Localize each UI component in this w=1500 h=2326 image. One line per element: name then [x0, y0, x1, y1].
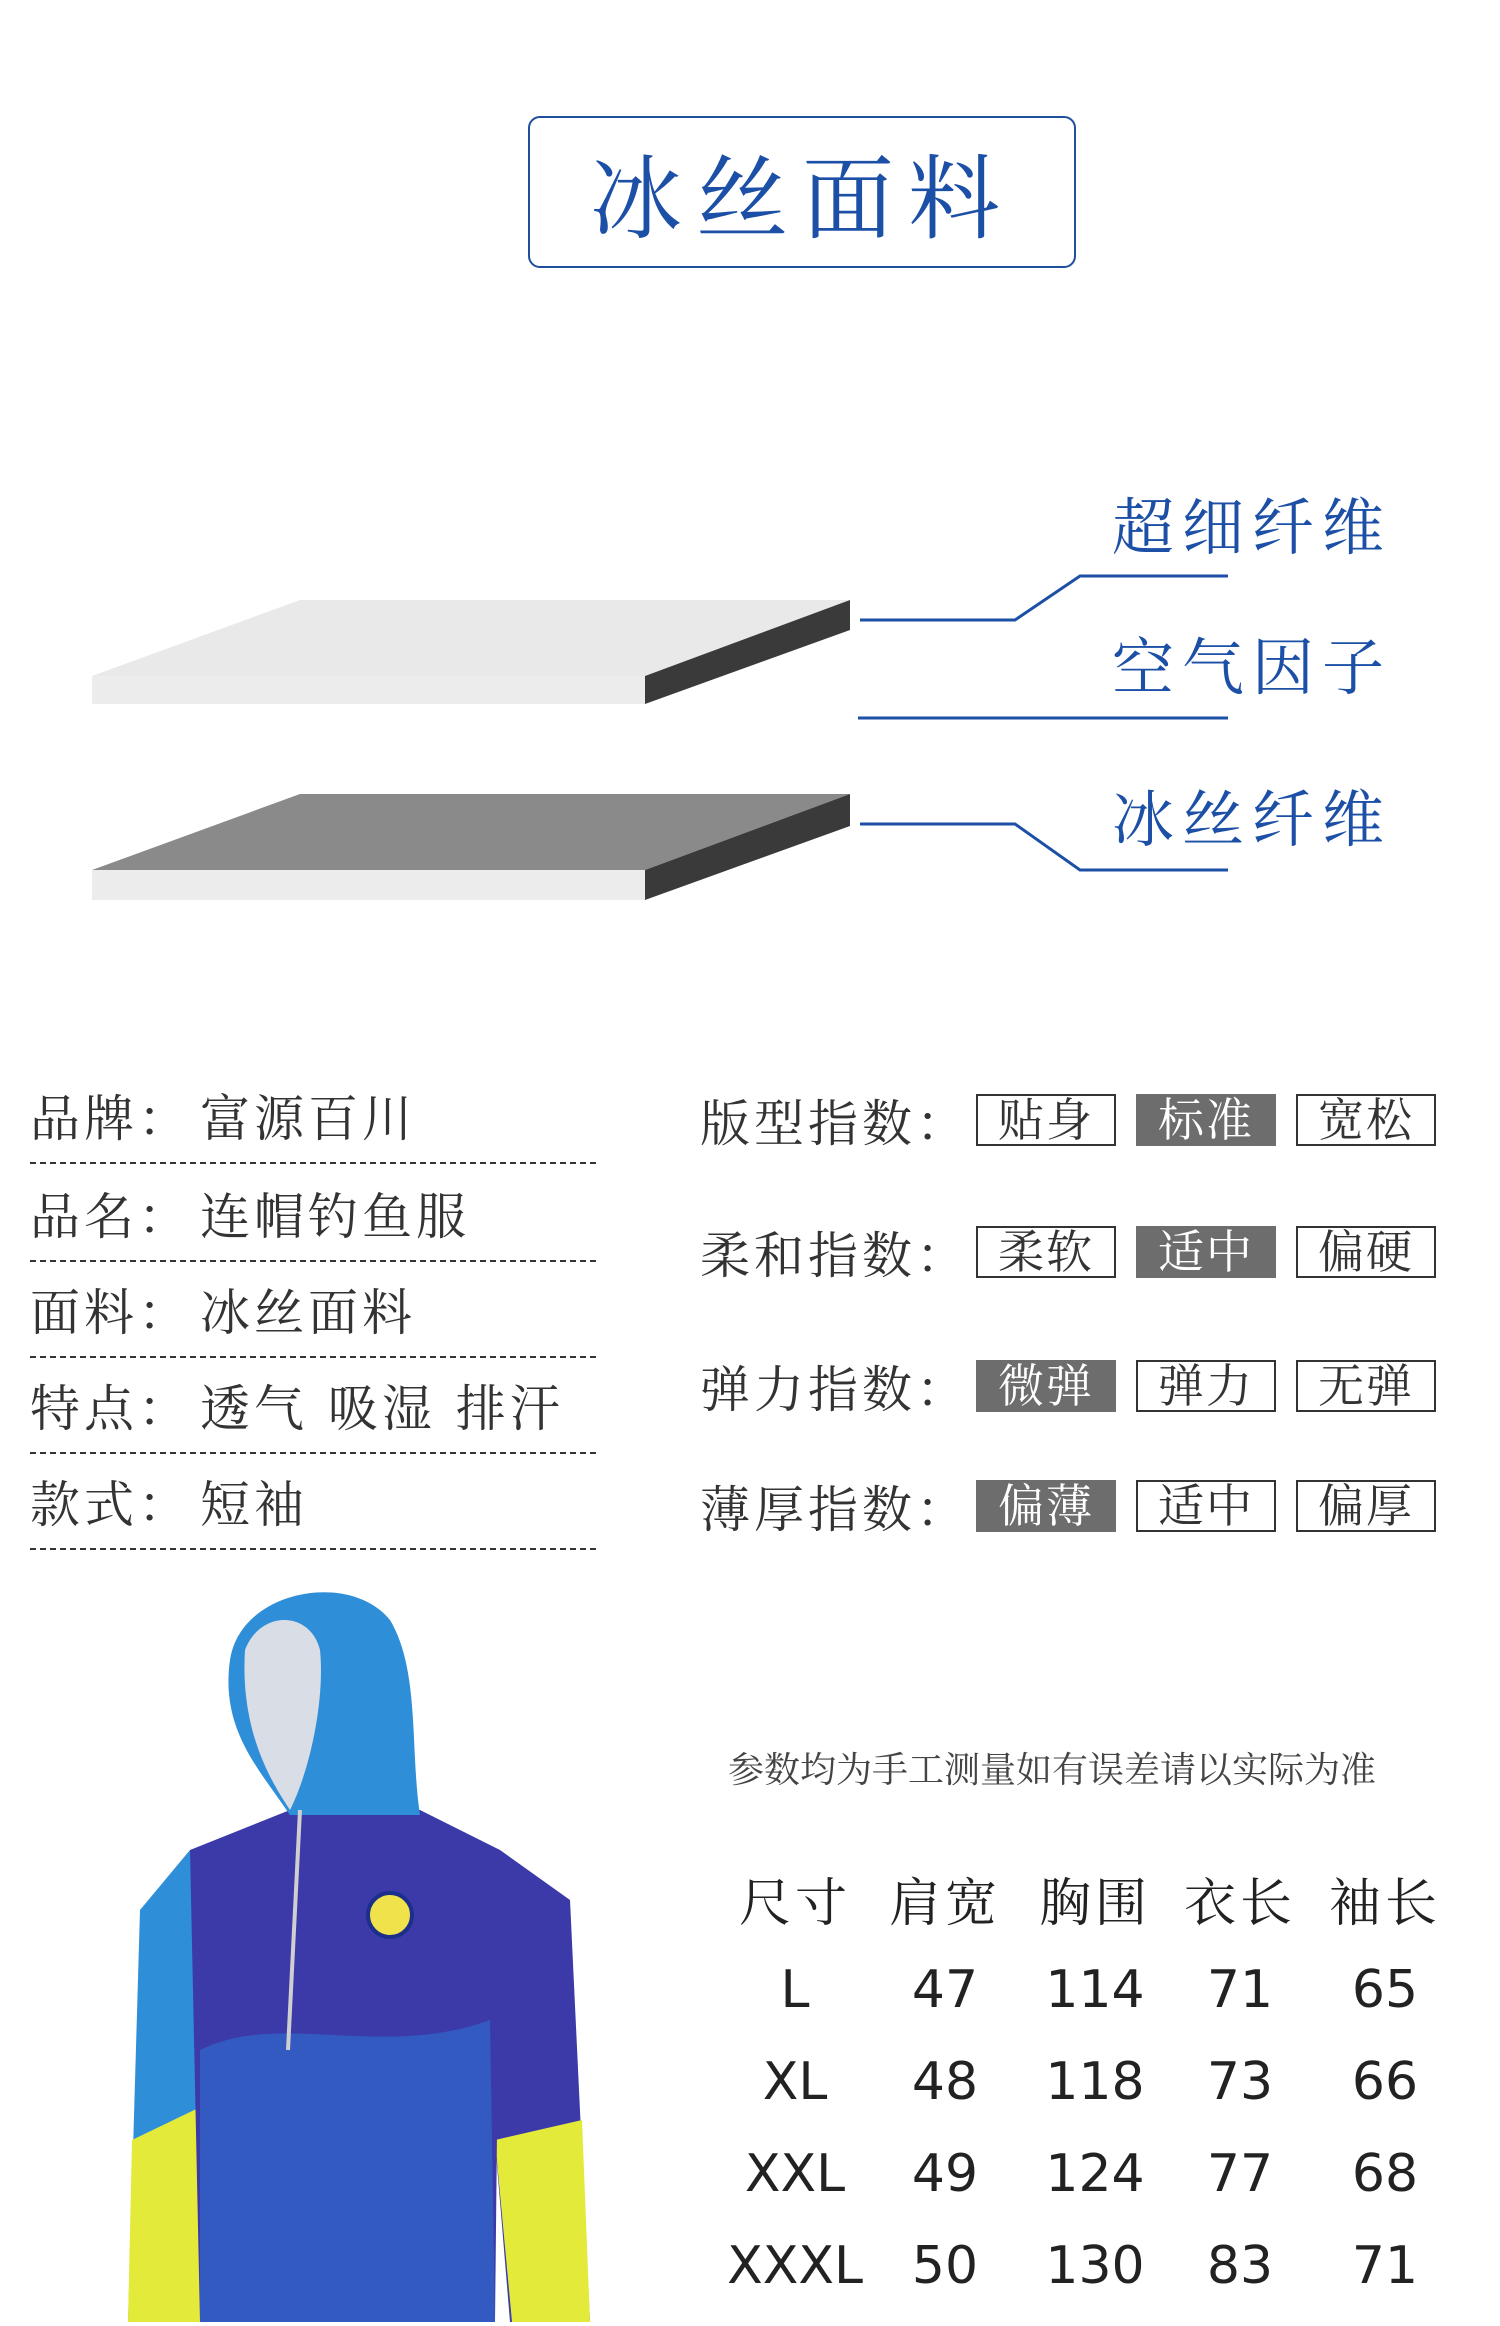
index-row-fit: [700, 1090, 1460, 1153]
size-header-cell: 尺寸: [738, 1873, 851, 1934]
size-header-cell: 袖长: [1328, 1873, 1441, 1934]
index-label: 柔和指数：: [700, 1227, 970, 1285]
size-cell: 68: [1351, 2144, 1419, 2204]
index-row-softness: [700, 1222, 1460, 1285]
info-value: 连帽钓鱼服: [200, 1188, 470, 1246]
size-cell: 73: [1206, 2052, 1274, 2112]
size-table: [720, 1852, 1460, 2312]
right-sleeve-yellow: [495, 2120, 590, 2322]
info-value: 冰丝面料: [200, 1284, 416, 1342]
chest-badge: [368, 1893, 412, 1937]
index-option: 贴身: [976, 1094, 1116, 1146]
index-option: 适中: [1136, 1480, 1276, 1532]
size-cell: 49: [911, 2144, 979, 2204]
size-cell: 71: [1206, 1960, 1274, 2020]
index-option: 柔软: [976, 1226, 1116, 1278]
index-label: 弹力指数：: [700, 1361, 970, 1419]
info-row-features: [30, 1358, 596, 1454]
leader-line-1: [860, 576, 1228, 620]
info-key: 特点：: [30, 1380, 192, 1438]
size-cell: 65: [1351, 1960, 1419, 2020]
index-option: 偏薄: [976, 1480, 1116, 1532]
info-value: 短袖: [200, 1476, 308, 1534]
layer-label-air-factor: 空气因子: [1112, 631, 1393, 704]
size-cell: 83: [1206, 2236, 1274, 2296]
info-key: 款式：: [30, 1476, 192, 1534]
size-cell: 48: [911, 2052, 979, 2112]
index-row-elasticity: [700, 1356, 1460, 1419]
info-key: 品名：: [30, 1188, 192, 1246]
size-cell: 130: [1045, 2236, 1145, 2296]
title-box: [528, 116, 1076, 268]
size-cell: L: [780, 1960, 810, 2020]
index-option: 适中: [1136, 1226, 1276, 1278]
size-cell: 71: [1351, 2236, 1419, 2296]
index-option: 弹力: [1136, 1360, 1276, 1412]
table-row: [720, 1944, 1460, 2036]
index-option: 微弹: [976, 1360, 1116, 1412]
layer-label-microfiber: 超细纤维: [1112, 491, 1393, 564]
product-photo-hoodie: [120, 1580, 600, 2322]
info-key: 面料：: [30, 1284, 192, 1342]
size-header-cell: 胸围: [1038, 1873, 1151, 1934]
size-cell: XL: [762, 2052, 828, 2112]
info-row-fabric: [30, 1262, 596, 1358]
fabric-layer-diagram: [0, 440, 1500, 960]
top-slab-front: [92, 676, 645, 704]
info-row-product-name: [30, 1166, 596, 1262]
table-row: [720, 2220, 1460, 2312]
size-cell: 47: [911, 1960, 979, 2020]
size-cell: 66: [1351, 2052, 1419, 2112]
body-blue-panel: [200, 2020, 495, 2322]
hoodie-illustration: [120, 1580, 600, 2322]
index-option: 偏厚: [1296, 1480, 1436, 1532]
page-title: 冰丝面料: [589, 146, 1014, 253]
index-label: 薄厚指数：: [700, 1481, 970, 1539]
bottom-slab-front: [92, 870, 645, 900]
size-cell: 50: [911, 2236, 979, 2296]
table-row: [720, 2128, 1460, 2220]
size-table-header: [720, 1852, 1460, 1944]
size-note: 参数均为手工测量如有误差请以实际为准: [728, 1750, 1377, 1791]
info-value: 透气 吸湿 排汗: [200, 1380, 564, 1438]
index-option: 标准: [1136, 1094, 1276, 1146]
size-header-cell: 衣长: [1183, 1873, 1296, 1934]
index-option: 偏硬: [1296, 1226, 1436, 1278]
index-row-thickness: [700, 1476, 1460, 1539]
layer-label-ice-silk: 冰丝纤维: [1112, 783, 1393, 856]
size-cell: 124: [1045, 2144, 1145, 2204]
size-cell: 77: [1206, 2144, 1274, 2204]
info-row-style: [30, 1454, 596, 1550]
index-option: 无弹: [1296, 1360, 1436, 1412]
size-cell: 118: [1045, 2052, 1145, 2112]
info-row-brand: [30, 1068, 596, 1164]
info-value: 富源百川: [200, 1090, 416, 1148]
size-cell: XXXL: [727, 2236, 863, 2296]
index-option: 宽松: [1296, 1094, 1436, 1146]
size-header-cell: 肩宽: [888, 1873, 1001, 1934]
table-row: [720, 2036, 1460, 2128]
index-label: 版型指数：: [700, 1095, 970, 1153]
info-key: 品牌：: [30, 1090, 192, 1148]
size-cell: 114: [1045, 1960, 1145, 2020]
size-cell: XXL: [744, 2144, 846, 2204]
